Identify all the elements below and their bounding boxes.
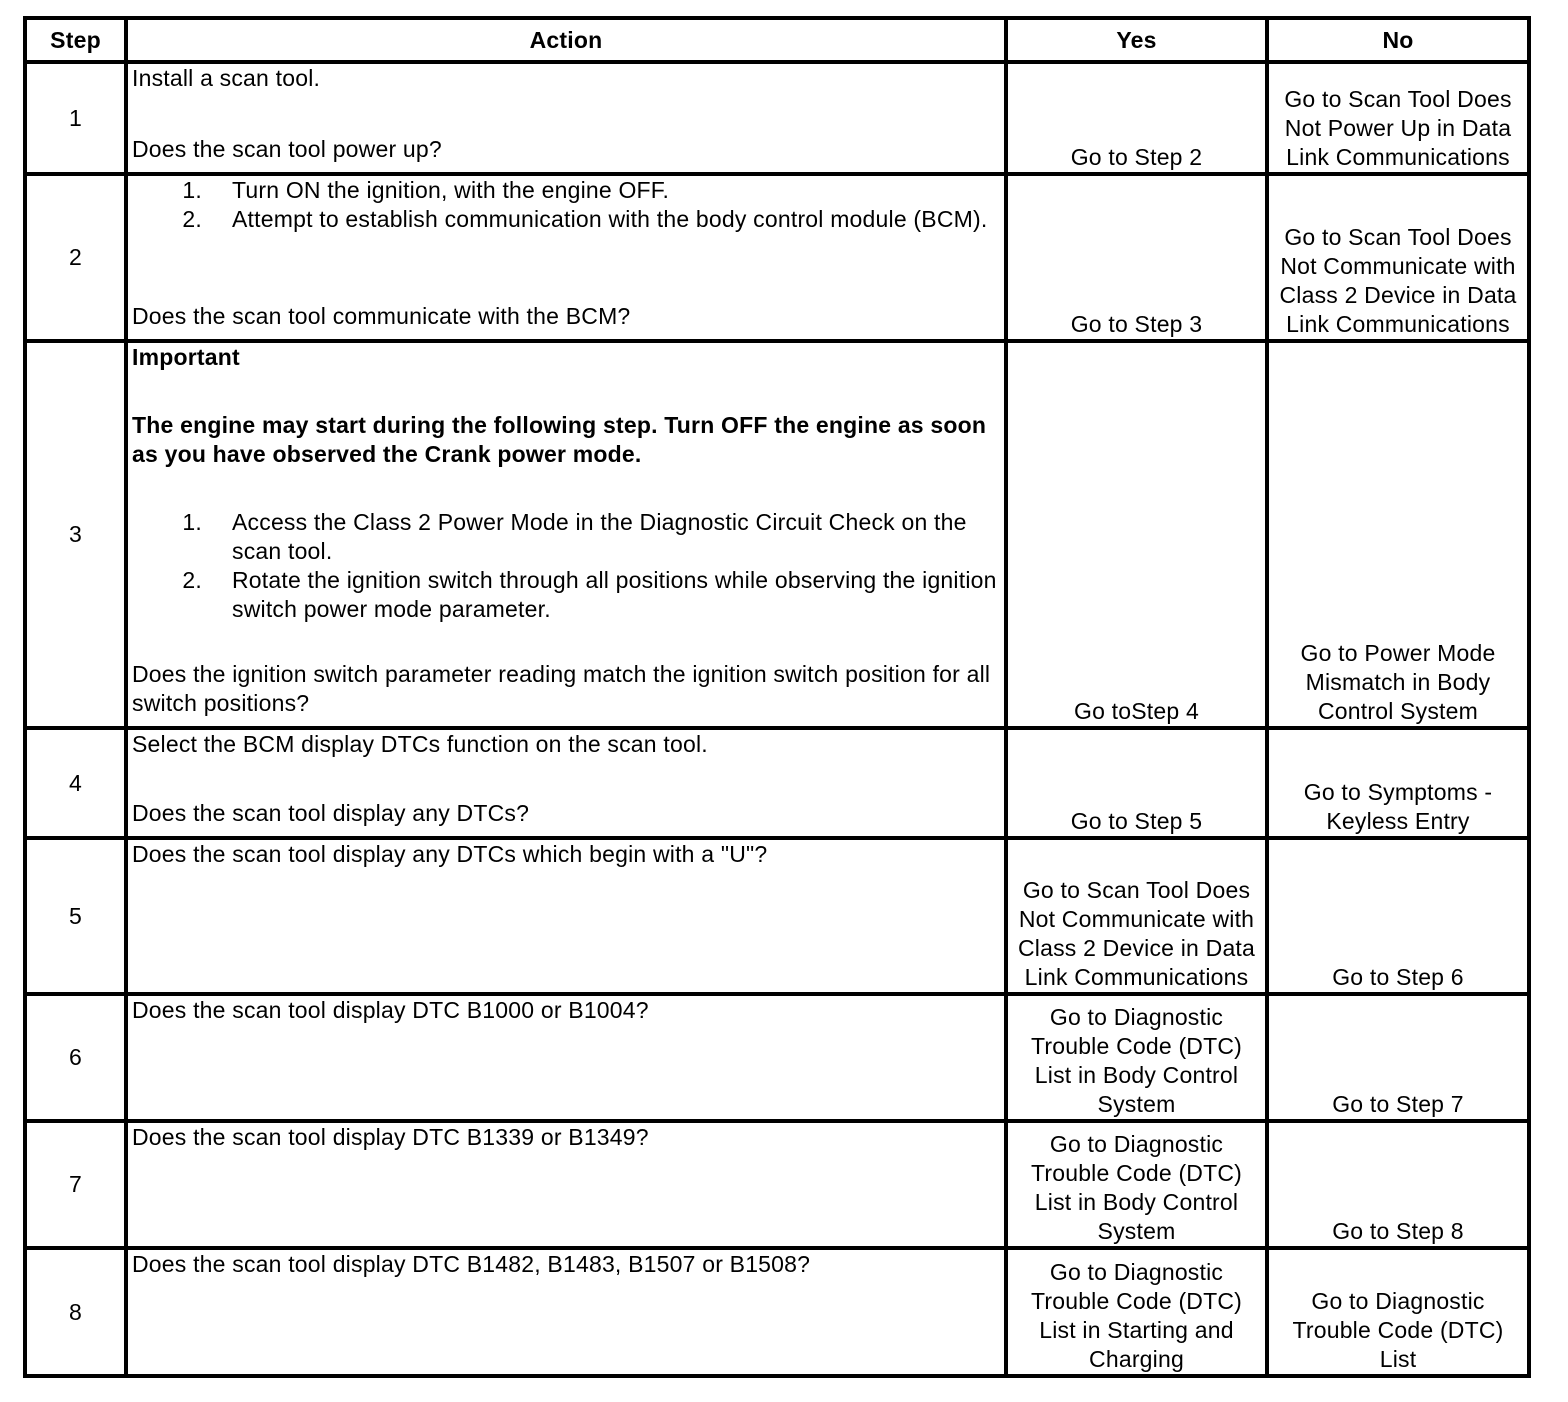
yes-result: Go to Step 5 [1006,728,1267,838]
instruction-text: Select the BCM display DTCs function on the scan tool. [132,731,708,757]
table-row [25,174,1529,341]
step-number: 8 [25,1248,126,1376]
action-cell [126,62,1006,174]
no-result: Go to Symptoms - Keyless Entry [1267,728,1529,838]
no-result: Go to Scan Tool Does Not Power Up in Data Link Communications [1267,62,1529,174]
action-cell [126,341,1006,728]
step-number: 4 [25,728,126,838]
yes-result: Go to Scan Tool Does Not Communicate with Class 2 Device in Data Link Communications [1006,838,1267,994]
step-number: 2 [25,174,126,341]
action-cell [126,994,1006,1121]
important-text: The engine may start during the following step. Turn OFF the engine as soon as you have observed the Crank power mode. [132,412,987,467]
yes-result: Go to Diagnostic Trouble Code (DTC) List in Starting and Charging [1006,1248,1267,1376]
substep-list [132,508,1000,624]
list-item: 1. Turn ON the ignition, with the engine OFF. [182,177,670,203]
yes-result: Go to Diagnostic Trouble Code (DTC) List in Body Control System [1006,994,1267,1121]
diagnostic-table [23,16,1531,1378]
step-number: 7 [25,1121,126,1248]
table-row [25,341,1529,728]
table-row [25,838,1529,994]
question-text: Does the scan tool communicate with the BCM? [132,303,631,329]
question-text: Does the scan tool display DTC B1482, B1483, B1507 or B1508? [132,1251,811,1277]
list-item: 2. Rotate the ignition switch through all positions while observing the ignition switch power mode parameter. [182,567,997,622]
table-row [25,62,1529,174]
important-label: Important [132,344,240,370]
question-text: Does the scan tool display any DTCs? [132,800,530,826]
no-result: Go to Scan Tool Does Not Communicate with Class 2 Device in Data Link Communications [1267,174,1529,341]
table-row [25,728,1529,838]
header-yes: Yes [1006,18,1267,62]
header-action: Action [126,18,1006,62]
no-result: Go to Diagnostic Trouble Code (DTC) List [1267,1248,1529,1376]
step-number: 1 [25,62,126,174]
no-result: Go to Step 7 [1267,994,1529,1121]
action-cell [126,728,1006,838]
step-number: 3 [25,341,126,728]
diagnostic-table-container [23,16,1531,1378]
yes-result: Go to Step 2 [1006,62,1267,174]
question-text: Does the scan tool display any DTCs which begin with a "U"? [132,841,768,867]
table-row [25,994,1529,1121]
list-item: 1. Access the Class 2 Power Mode in the Diagnostic Circuit Check on the scan tool. [182,509,967,564]
no-result: Go to Power Mode Mismatch in Body Control System [1267,341,1529,728]
question-text: Does the scan tool display DTC B1000 or B1004? [132,997,649,1023]
action-cell [126,1121,1006,1248]
table-row [25,1121,1529,1248]
action-cell [126,174,1006,341]
yes-result: Go to Diagnostic Trouble Code (DTC) List in Body Control System [1006,1121,1267,1248]
question-text: Does the scan tool display DTC B1339 or B1349? [132,1124,649,1150]
substep-list [132,176,1000,234]
header-step: Step [25,18,126,62]
step-number: 5 [25,838,126,994]
table-row [25,1248,1529,1376]
yes-result: Go to Step 3 [1006,174,1267,341]
header-no: No [1267,18,1529,62]
question-text: Does the ignition switch parameter reading match the ignition switch position for all switch positions? [132,661,991,716]
step-number: 6 [25,994,126,1121]
header-row [25,18,1529,62]
action-cell [126,1248,1006,1376]
yes-result: Go toStep 4 [1006,341,1267,728]
no-result: Go to Step 6 [1267,838,1529,994]
instruction-text: Install a scan tool. [132,65,321,91]
no-result: Go to Step 8 [1267,1121,1529,1248]
action-cell [126,838,1006,994]
question-text: Does the scan tool power up? [132,136,442,162]
list-item: 2. Attempt to establish communication with the body control module (BCM). [182,206,988,232]
